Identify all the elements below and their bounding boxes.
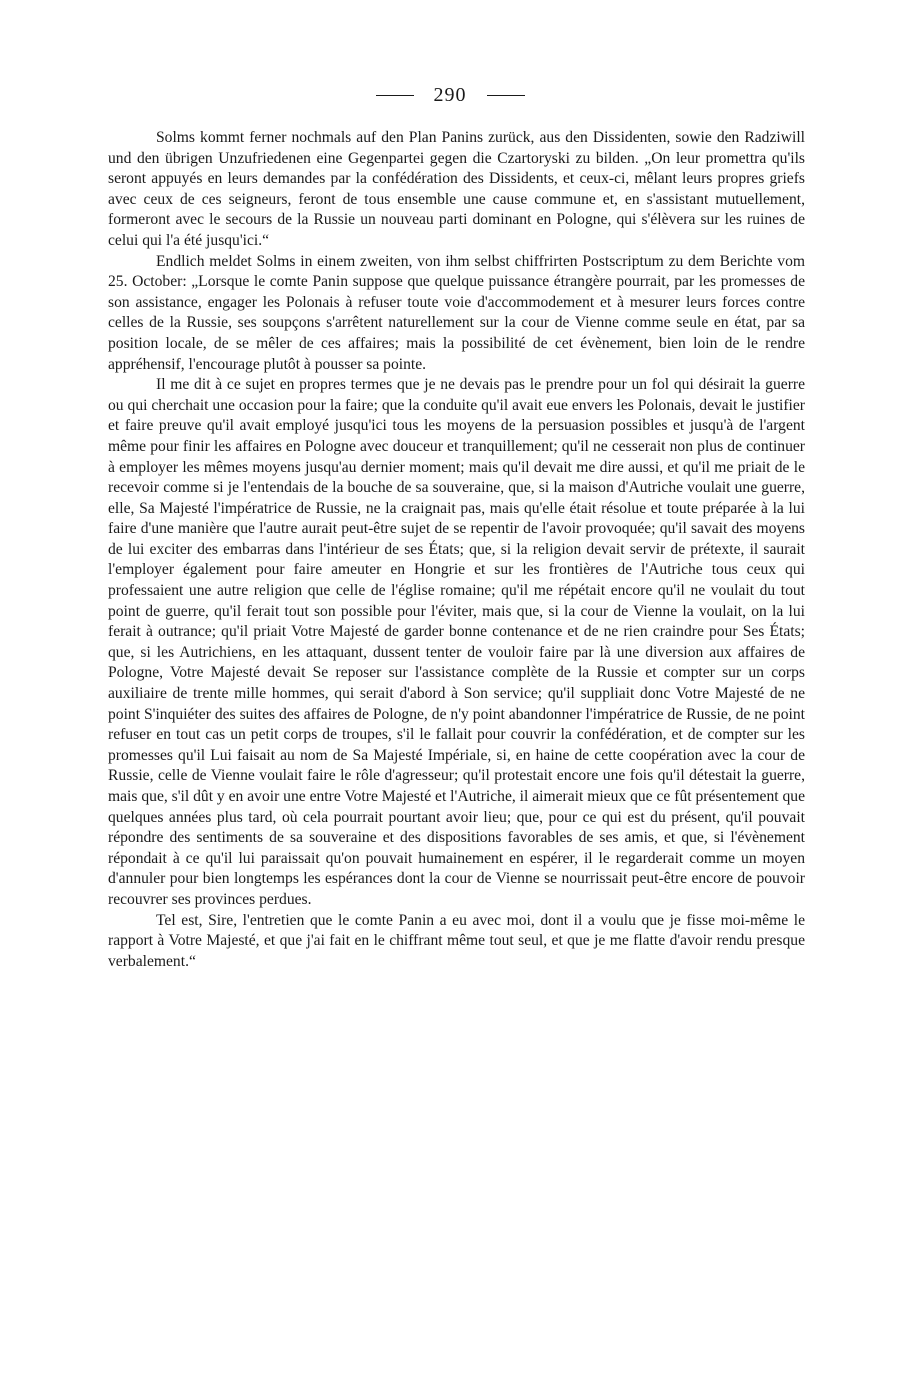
header-rule-right xyxy=(487,95,525,96)
paragraph: Solms kommt ferner nochmals auf den Plan Panins zurück, aus den Dissidenten, sowie den Radziwill und den übrigen Unzufriedenen eine Gegenpartei gegen die Czartoryski zu bilden. „On leur promettra qu'ils seront appuyés en leurs demandes par la confédération des Dissidents, et ceux-ci, mêlant leurs propres griefs avec ceux de ces seigneurs, feront de tous ensemble une cause commune et, en s'assistant mutuellement, formeront avec le secours de la Russie un nouveau parti dominant en Pologne, qui s'élèvera sur les ruines de celui qui l'a été jusqu'ici.“ xyxy=(108,129,805,249)
page-header xyxy=(0,84,900,107)
paragraph: Tel est, Sire, l'entretien que le comte Panin a eu avec moi, dont il a voulu que je fisse moi-même le rapport à Votre Majesté, et que j'ai fait en le chiffrant même tout seul, et que je me flatte d'avoir rendu presque verbalement.“ xyxy=(108,911,805,970)
paragraph: Endlich meldet Solms in einem zweiten, von ihm selbst chiffrirten Postscriptum zu dem Berichte vom 25. October: „Lorsque le comte Panin suppose que quelque puissance étrangère pourrait, par les promesses de son assistance, engager les Polonais à refuser toute voie d'accommodement et à mesurer leurs forces contre celles de la Russie, ses soupçons s'arrêtent naturellement sur la cour de Vienne comme seule en état, par sa position locale, de se mêler de ces affaires; mais la possibilité de cet évènement, bien loin de le rendre appréhensif, l'encourage plutôt à pousser sa pointe. xyxy=(108,252,805,373)
header-rule-left xyxy=(376,95,414,96)
body-text xyxy=(108,128,805,972)
page-number: 290 xyxy=(433,84,467,106)
paragraph: Il me dit à ce sujet en propres termes que je ne devais pas le prendre pour un fol qui désirait la guerre ou qui cherchait une occasion pour la faire; que la conduite qu'il avait eue envers les Polonais, devait le justifier et faire preuve qu'il avait employé jusqu'ici tous les moyens de la persuasion possibles et jusqu'à de l'argent même pour finir les affaires en Pologne avec douceur et tranquillement; qu'il ne cesserait non plus de continuer à employer les mêmes moyens jusqu'au dernier moment; mais qu'il devait me dire aussi, et qu'il me priait de le recevoir comme si je l'entendais de la bouche de sa souveraine, que, si la maison d'Autriche voulait une guerre, elle, Sa Majesté l'impératrice de Russie, ne la craignait pas, mais qu'elle était résolue et toute préparée à la lui faire d'une manière que l'autre aurait peut-être sujet de se repentir de l'avoir provoquée; qu'il savait des moyens de lui exciter des embarras dans l'intérieur de ses États; que, si la religion devait servir de prétexte, il saurait l'employer également pour faire ameuter en Hongrie et sur les frontières de l'Autriche tous ceux qui professaient une autre religion que celle de l'église romaine; qu'il me répétait encore qu'il ne voulait du tout point de guerre, qu'il ferait tout son possible pour l'éviter, mais que, si la cour de Vienne la voulait, on la lui ferait à outrance; qu'il priait Votre Majesté de garder bonne contenance et de ne rien craindre pour Ses États; que, si les Autrichiens, en les attaquant, dussent tenter de vouloir faire par là une diversion aux affaires de Pologne, Votre Majesté devait Se reposer sur l'assistance complète de la Russie et compter sur un corps auxiliaire de trente mille hommes, qui serait d'abord à Son service; qu'il suppliait donc Votre Majesté de ne point S'inquiéter des suites des affaires de Pologne, de n'y point abandonner l'impératrice de Russie, de ne point refuser en tout cas un petit corps de troupes, s'il le fallait pour couvrir la confédération, et de compter sur les promesses qu'il Lui faisait au nom de Sa Majesté Impériale, si, en haine de cette coopération avec la cour de Russie, celle de Vienne voulait faire le rôle d'agresseur; qu'il protestait encore une fois qu'il détestait la guerre, mais que, s'il dût y en avoir une entre Votre Majesté et l'Autriche, il aimerait mieux que ce fût présentement que quelques années plus tard, où cela pourrait pourtant avoir lieu; que, pour ce qui est du présent, qu'il pouvait répondre des sentiments de sa souveraine et des dispositions favorables de ses amis, et que, si l'évènement répondait à ce qu'il lui paraissait qu'on pouvait humainement en espérer, il le regarderait comme un moyen d'annuler pour bien longtemps les espérances dont la cour de Vienne se nourrissait peut-être encore de pouvoir recouvrer ses provinces perdues. xyxy=(108,376,806,908)
